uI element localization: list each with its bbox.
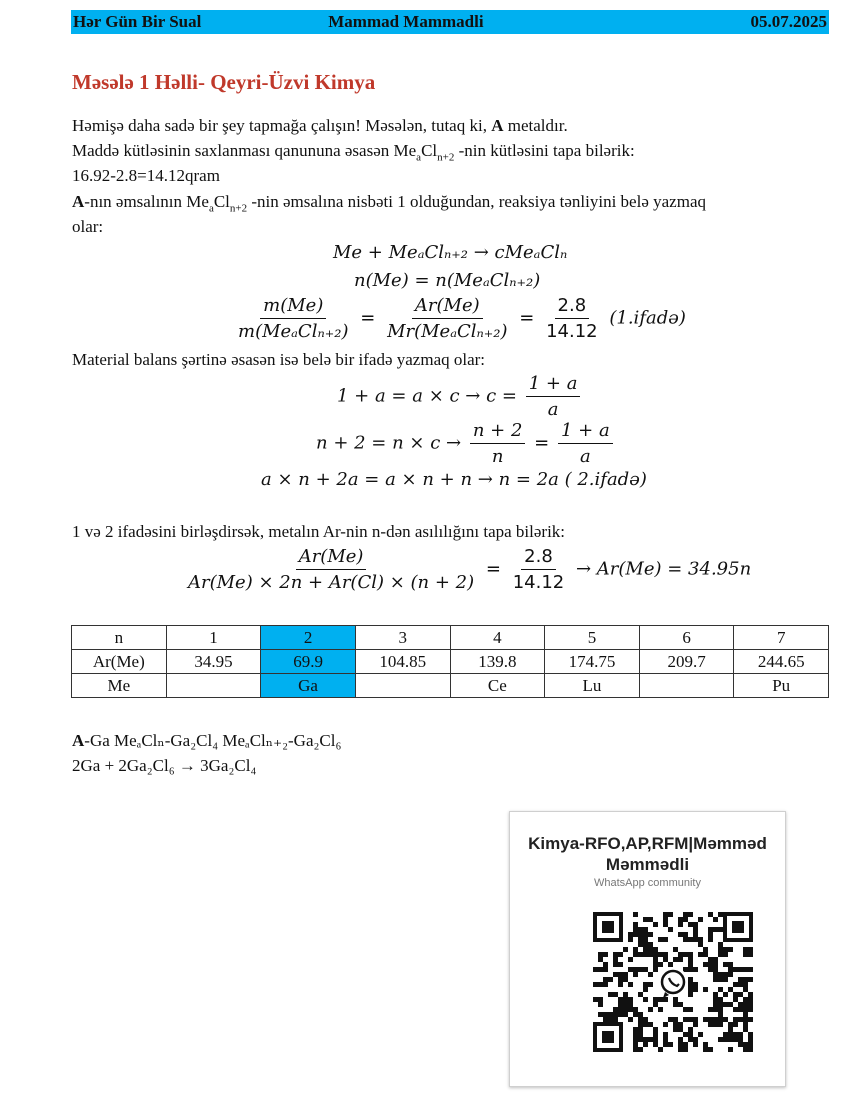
- table-cell: 5: [545, 626, 640, 650]
- whatsapp-qr-card[interactable]: [509, 811, 786, 1087]
- table-cell: 4: [450, 626, 545, 650]
- table-cell: 209.7: [639, 650, 734, 674]
- eq7-fraction-2: [510, 546, 568, 593]
- table-cell: 174.75: [545, 650, 640, 674]
- whatsapp-icon: [658, 967, 688, 998]
- equation-5: n + 2 = n × c → $\frac{n + 2}{n}$ = $\frac{1 + a}{a}$: [316, 420, 616, 467]
- eq5-f1-num: n + 2: [470, 420, 526, 444]
- eq7-right: → Ar(Me) = 34.95n: [575, 558, 752, 580]
- eq4-left: 1 + a = a × c → c =: [337, 385, 517, 407]
- table-cell: Pu: [734, 674, 829, 698]
- qr-card-title: [510, 833, 785, 875]
- paragraph-7: 1 və 2 ifadəsini birləşdirsək, metalın Ar-nin n-dən asılılığını tapa bilərik:: [72, 522, 566, 541]
- answer-bold: A: [72, 731, 85, 750]
- table-cell: Ar(Me): [72, 650, 167, 674]
- answer-line-2: 2Ga + 2Ga₂Cl₆ → 3Ga₂Cl₄: [72, 756, 257, 775]
- p2-text-b: -nin kütləsini tapa bilərik:: [454, 141, 635, 160]
- qr-title-line-2: Məmmədli: [605, 855, 690, 874]
- table-cell: n: [72, 626, 167, 650]
- qr-title-line-1: Kimya-RFO,AP,RFM|Məmməd: [528, 834, 767, 853]
- header-author: Mammad Mammadli: [328, 12, 484, 31]
- eq3-tag: (1.ifadə): [609, 307, 686, 329]
- page-title: Məsələ 1 Həlli- Qeyri-Üzvi Kimya: [72, 70, 376, 94]
- paragraph-3: 16.92-2.8=14.12qram: [72, 166, 220, 185]
- p2-text-a: Maddə kütləsinin saxlanması qanununa əsasən Me: [72, 141, 417, 160]
- table-cell: Ga: [261, 674, 356, 698]
- p1-bold: A: [491, 116, 504, 135]
- table-cell: 104.85: [355, 650, 450, 674]
- paragraph-5: olar:: [72, 217, 104, 236]
- equation-2: n(Me) = n(MeₐClₙ₊₂): [354, 270, 541, 291]
- eq7-f2-num: 2.8: [521, 546, 556, 570]
- header-left: Hər Gün Bir Sual: [73, 12, 202, 31]
- eq7-fraction-1: [185, 546, 477, 593]
- table-row: [72, 650, 829, 674]
- p4-cl: Cl: [213, 192, 230, 211]
- eq3-f2-num: Ar(Me): [412, 295, 483, 319]
- eq5-fraction-1: [470, 420, 526, 467]
- eq5-f2-den: a: [579, 446, 591, 467]
- eq3-f1-num: m(Me): [260, 295, 326, 319]
- equation-6: a × n + 2a = a × n + n → n = 2a ( 2.ifadə): [261, 469, 647, 490]
- table-cell: [639, 674, 734, 698]
- eq5-f1-den: n: [491, 446, 504, 467]
- p2-cl: Cl: [421, 141, 438, 160]
- table-cell: 139.8: [450, 650, 545, 674]
- p1-text-b: metaldır.: [503, 116, 568, 135]
- table-cell: 6: [639, 626, 734, 650]
- eq3-fraction-1: [235, 295, 352, 342]
- eq3-fraction-3: [543, 295, 601, 342]
- table-cell: [355, 674, 450, 698]
- eq7-num: Ar(Me): [296, 546, 367, 570]
- equation-3: $\frac{m(Me)}{\text{m(MeₐClₙ₊₂)}}$ = $\frac{Ar(Me)}{\text{Mr(MeₐClₙ₊₂)}}$ = $\frac{2.8}{14.12}$ (1.ifadə): [232, 295, 686, 342]
- eq4-den: a: [547, 399, 559, 420]
- table-cell: 69.9: [261, 650, 356, 674]
- eq3-f1-den: m(MeₐClₙ₊₂): [238, 321, 349, 342]
- p2-sub-a: a: [416, 151, 422, 164]
- equation-7: $\frac{Ar(Me)}{Ar(Me) \times 2n + Ar(Cl) \times (n + 2)}$ = $\frac{2.8}{14.12}$ → Ar(Me) = 34.95n: [182, 546, 751, 593]
- header-date: 05.07.2025: [750, 12, 827, 31]
- p4-sub-n: n+2: [229, 202, 248, 215]
- table-row: [72, 674, 829, 698]
- eq3-fraction-2: [384, 295, 510, 342]
- eq5-fraction-2: [558, 420, 613, 467]
- eq4-num: 1 + a: [526, 373, 581, 397]
- eq5-left: n + 2 = n × c →: [316, 432, 462, 454]
- table-cell: 1: [166, 626, 261, 650]
- page-header: [71, 10, 829, 34]
- paragraph-4: [72, 190, 706, 220]
- ar-table: [71, 625, 829, 698]
- table-row: [72, 626, 829, 650]
- eq7-den: Ar(Me) × 2n + Ar(Cl) × (n + 2): [188, 572, 475, 593]
- p1-text-a: Həmişə daha sadə bir şey tapmağa çalışın! Məsələn, tutaq ki,: [72, 116, 492, 135]
- answer-line-1-text: -Ga MeₐClₙ-Ga₂Cl₄ MeₐClₙ₊₂-Ga₂Cl₆: [84, 731, 342, 750]
- p4-bold: A: [72, 192, 85, 211]
- table-cell: Me: [72, 674, 167, 698]
- eq7-f2-den: 14.12: [512, 572, 565, 593]
- eq3-f2-den: Mr(MeₐClₙ₊₂): [387, 321, 508, 342]
- paragraph-1: [72, 114, 568, 138]
- table-cell: 34.95: [166, 650, 261, 674]
- equation-4: [337, 373, 583, 420]
- answer-line-1: [72, 729, 341, 753]
- eq3-f3-den: 14.12: [546, 321, 598, 342]
- table-cell: 2: [261, 626, 356, 650]
- p4-text-b: -nin əmsalına nisbəti 1 olduğundan, reaksiya tənliyini belə yazmaq: [247, 192, 706, 211]
- eq5-f2-num: 1 + a: [558, 420, 613, 444]
- p2-sub-n: n+2: [437, 151, 455, 164]
- qr-code[interactable]: [593, 912, 753, 1052]
- equation-1: Me + MeₐClₙ₊₂ → cMeₐClₙ: [333, 242, 568, 263]
- qr-card-subtitle: WhatsApp community: [594, 877, 701, 889]
- eq4-fraction: [526, 373, 581, 420]
- table-cell: [166, 674, 261, 698]
- p4-sub-a: a: [208, 202, 214, 215]
- paragraph-6: Material balans şərtinə əsasən isə belə bir ifadə yazmaq olar:: [72, 350, 486, 369]
- table-cell: Ce: [450, 674, 545, 698]
- table-cell: Lu: [545, 674, 640, 698]
- p4-text-a: -nın əmsalının Me: [84, 192, 209, 211]
- table-cell: 3: [355, 626, 450, 650]
- table-cell: 7: [734, 626, 829, 650]
- table-cell: 244.65: [734, 650, 829, 674]
- eq3-f3-num: 2.8: [555, 295, 590, 319]
